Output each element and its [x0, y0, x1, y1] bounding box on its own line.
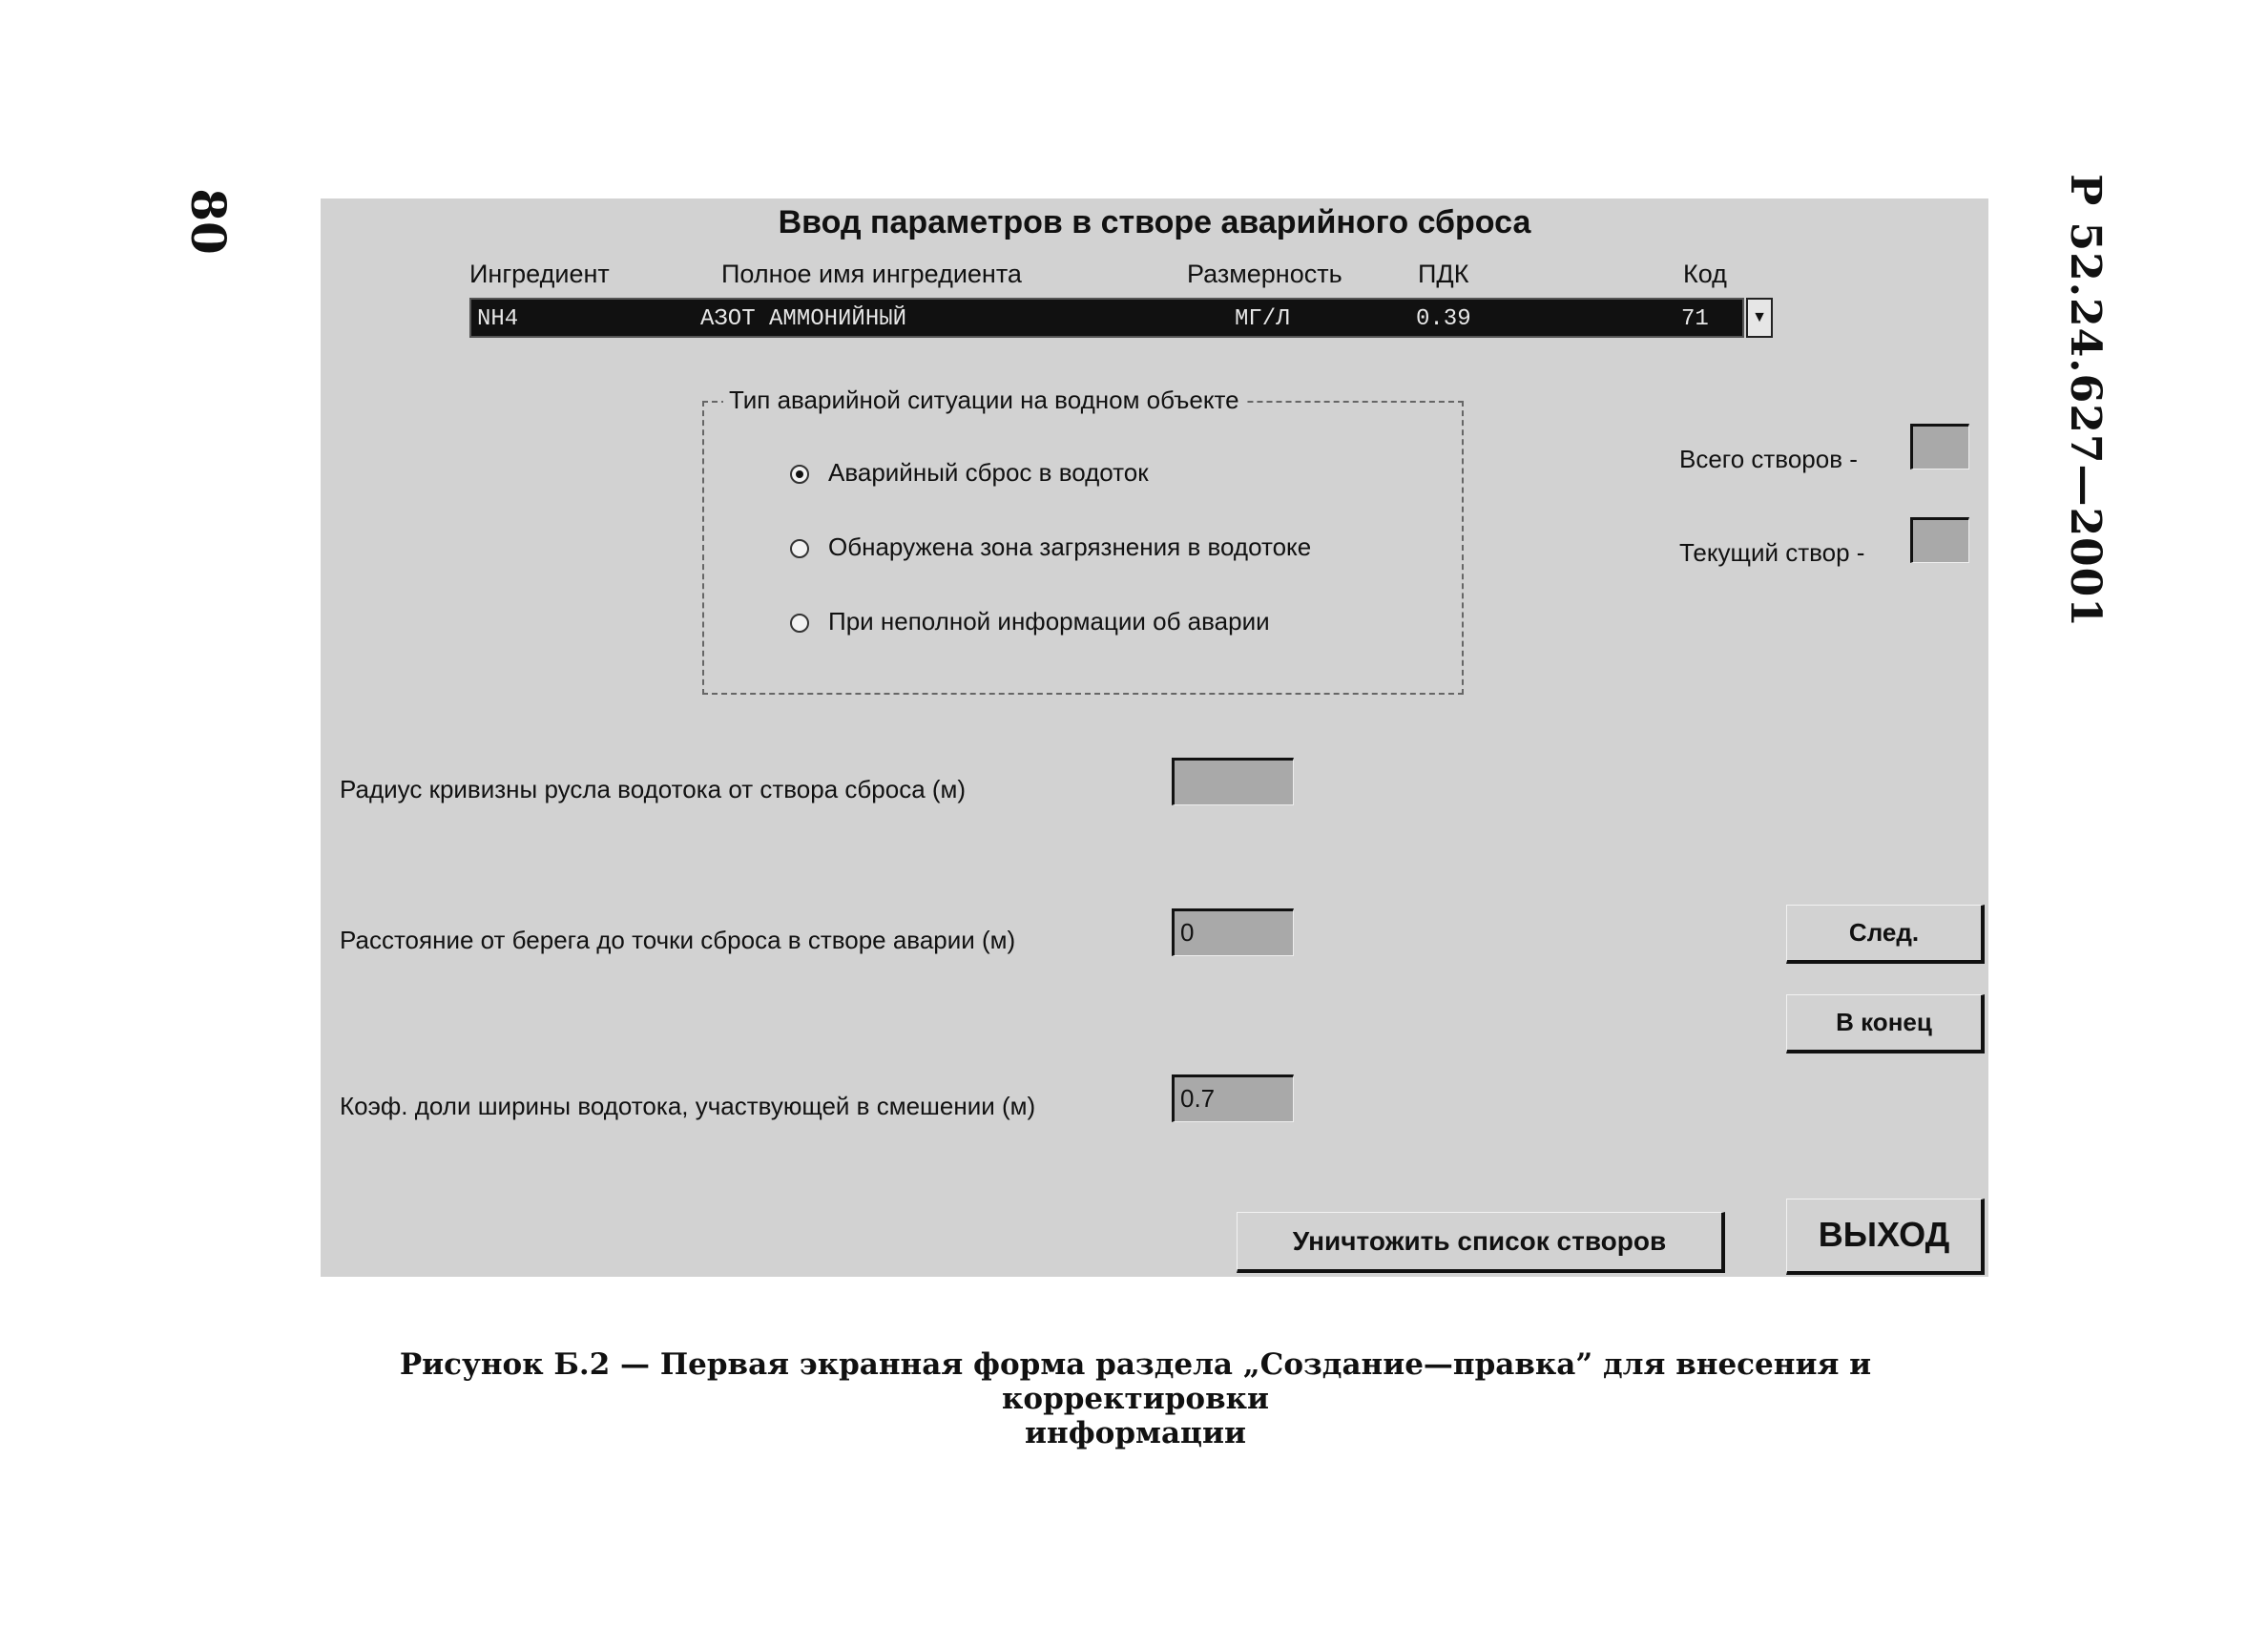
- column-header-code: Код: [1683, 260, 1727, 288]
- radio-unchecked-icon: [790, 614, 809, 633]
- radio-label: Аварийный сброс в водоток: [828, 458, 1149, 487]
- bank-distance-label: Расстояние от берега до точки сброса в створе аварии (м): [340, 926, 1016, 954]
- clear-sections-button[interactable]: Уничтожить список створов: [1237, 1212, 1725, 1273]
- ingredient-full-name: АЗОТ АММОНИЙНЫЙ: [700, 306, 907, 332]
- window-title: Ввод параметров в створе аварийного сброса: [778, 204, 1531, 240]
- to-end-button[interactable]: В конец: [1786, 994, 1985, 1053]
- curvature-radius-input[interactable]: [1172, 758, 1294, 805]
- mixing-coefficient-input[interactable]: 0.7: [1172, 1074, 1294, 1122]
- chevron-down-icon[interactable]: ▼: [1746, 298, 1773, 338]
- situation-type-legend: Тип аварийной ситуации на водном объекте: [723, 386, 1245, 415]
- radio-checked-icon: [790, 465, 809, 484]
- mixing-coefficient-label: Коэф. доли ширины водотока, участвующей в смешении (м): [340, 1092, 1036, 1120]
- next-button[interactable]: След.: [1786, 905, 1985, 964]
- ingredient-select[interactable]: [469, 298, 1744, 338]
- radio-unchecked-icon: [790, 539, 809, 558]
- figure-caption: [286, 1347, 1985, 1450]
- radio-pollution-zone[interactable]: [790, 532, 1311, 562]
- ingredient-unit: МГ/Л: [1235, 306, 1290, 332]
- total-sections-field: [1910, 424, 1969, 469]
- caption-line-2: информации: [1025, 1416, 1246, 1450]
- radio-label: При неполной информации об аварии: [828, 607, 1270, 636]
- radio-emergency-discharge[interactable]: [790, 458, 1149, 488]
- column-header-unit: Размерность: [1187, 260, 1342, 288]
- ingredient-pdk: 0.39: [1416, 306, 1471, 332]
- column-header-ingredient: Ингредиент: [469, 260, 610, 288]
- caption-line-1: Рисунок Б.2 — Первая экранная форма раздела „Создание—правка” для внесения и корректировки: [399, 1347, 1872, 1416]
- current-section-field: [1910, 517, 1969, 563]
- document-code: Р 52.24.627—2001: [2061, 174, 2110, 628]
- column-header-pdk: ПДК: [1418, 260, 1469, 288]
- column-header-full-name: Полное имя ингредиента: [721, 260, 1022, 288]
- page-number: 80: [180, 188, 237, 255]
- bank-distance-input[interactable]: 0: [1172, 908, 1294, 956]
- curvature-radius-label: Радиус кривизны русла водотока от створа сброса (м): [340, 775, 967, 803]
- exit-button[interactable]: ВЫХОД: [1786, 1199, 1985, 1275]
- current-section-label: Текущий створ -: [1679, 538, 1865, 567]
- radio-incomplete-info[interactable]: [790, 607, 1270, 636]
- application-window: [321, 198, 1988, 1277]
- situation-type-group: [702, 386, 1464, 695]
- total-sections-label: Всего створов -: [1679, 445, 1858, 473]
- ingredient-code: 71: [1681, 306, 1709, 332]
- ingredient-value: NH4: [477, 306, 519, 332]
- radio-label: Обнаружена зона загрязнения в водотоке: [828, 532, 1312, 561]
